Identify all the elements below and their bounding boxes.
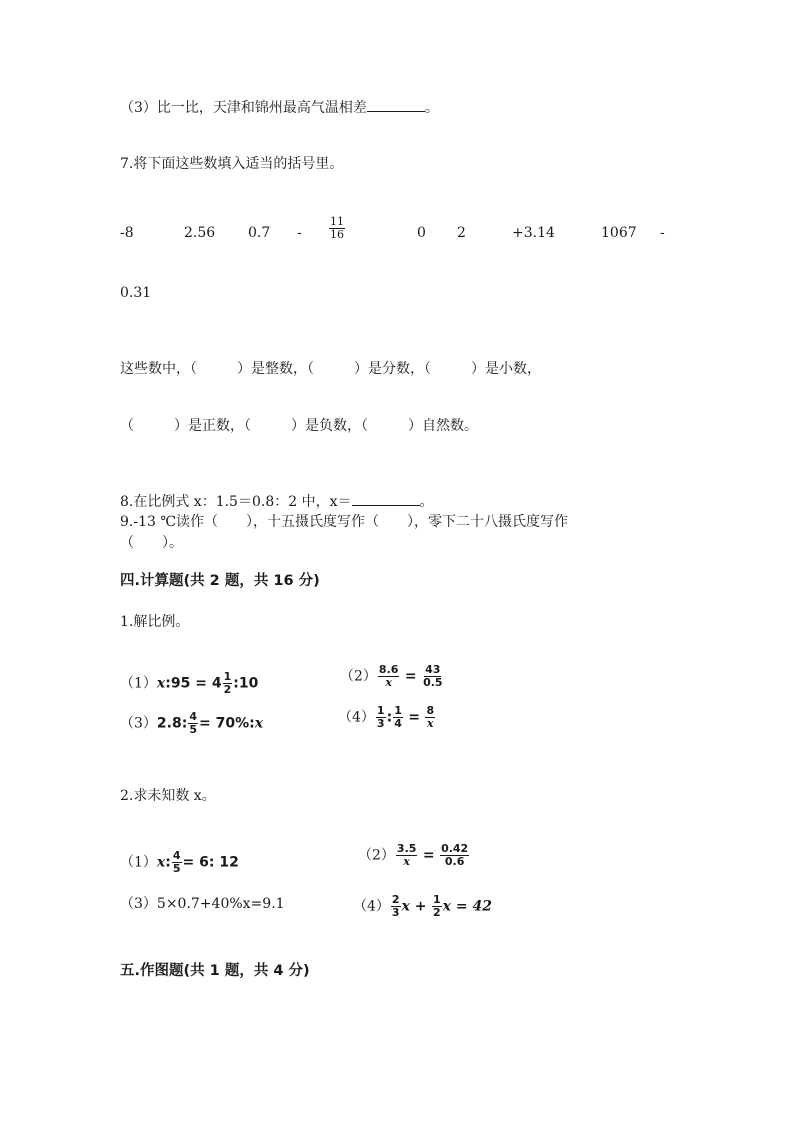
answer-blank[interactable] [352, 491, 420, 506]
calc-1-problem-4: （4） $\frac{1}{3}$ : $\frac{1}{4}$ = $\frac{8}{x}$ [338, 704, 435, 731]
number-item: - [297, 225, 302, 241]
number-item: 2 [457, 225, 466, 241]
question-7-title: 7.将下面这些数填入适当的括号里。 [120, 156, 344, 172]
q7-fill-line-1: 这些数中，（ ）是整数，（ ）是分数，（ ）是小数， [120, 361, 541, 377]
calc-2-problem-2: （2） $\frac{3.5}{x}$ = $\frac{0.42}{0.6}$ [358, 842, 469, 869]
number-item: 2.56 [184, 225, 216, 241]
number-item: 0.7 [248, 225, 271, 241]
q7-fill-line-2: （ ）是正数，（ ）是负数，（ ）自然数。 [120, 418, 478, 434]
section-5-heading: 五.作图题(共 1 题，共 4 分) [120, 963, 310, 979]
number-item: -8 [120, 225, 134, 241]
calc-2-problem-3: （3）5×0.7+40%x=9.1 [120, 896, 285, 912]
question-9-line-2: （ ）。 [120, 535, 183, 551]
section-4-heading: 四.计算题(共 2 题，共 16 分) [120, 573, 320, 589]
number-item: - [660, 225, 665, 241]
number-fraction: $\frac{11}{16}$ [330, 215, 344, 242]
number-item: 0 [417, 225, 426, 241]
calc-2-problem-1: （1）x: $\frac{4}{5}$ = 6: 12 [120, 849, 239, 876]
calc-2-problem-4: （4） $\frac{2}{3}$ x + $\frac{1}{2}$ x = 42 [353, 893, 492, 920]
question-6-3: （3）比一比，天津和锦州最高气温相差 。 [120, 97, 439, 118]
calc-1-problem-1: （1）x:95 = 4 $\frac{1}{2}$ :10 [120, 670, 259, 697]
answer-blank[interactable] [367, 97, 425, 112]
question-9-line-1: 9.-13 ℃读作（ ），十五摄氏度写作（ ），零下二十八摄氏度写作 [120, 514, 569, 530]
calc-1-problem-3: （3）2.8: $\frac{4}{5}$ = 70%:x [120, 710, 264, 737]
number-item: +3.14 [512, 225, 555, 241]
q6-3-text: （3）比一比，天津和锦州最高气温相差 [120, 100, 367, 116]
calc-2-title: 2.求未知数 x。 [120, 788, 216, 804]
calc-1-problem-2: （2） $\frac{8.6}{x}$ = $\frac{43}{0.5}$ [340, 663, 443, 690]
number-item: 0.31 [120, 285, 152, 301]
calc-1-title: 1.解比例。 [120, 614, 190, 630]
number-item: 1067 [601, 225, 637, 241]
question-8: 8.在比例式 x：1.5＝0.8：2 中，x＝ 。 [120, 491, 434, 512]
